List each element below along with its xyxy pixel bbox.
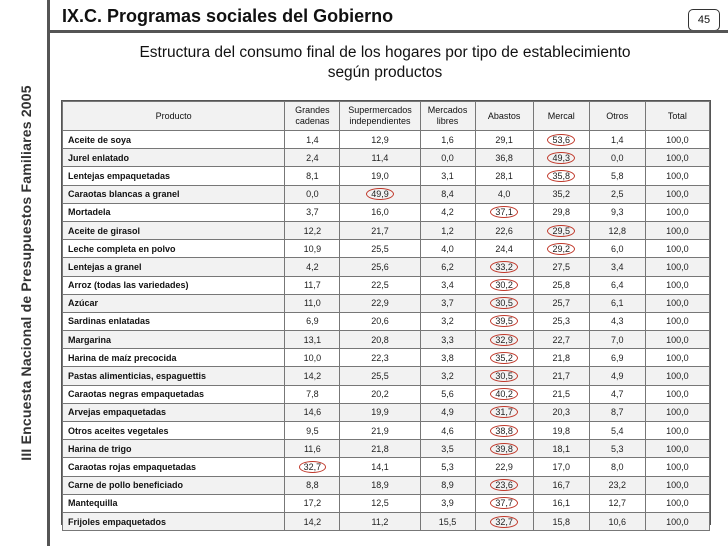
circled-value: 49,3 [547, 152, 575, 164]
circled-value: 32,7 [299, 461, 327, 473]
table-row [63, 494, 710, 512]
table-cell: 21,7 [533, 367, 589, 385]
table-cell: 22,7 [533, 331, 589, 349]
table-cell: 4,9 [420, 403, 475, 421]
table-cell: 14,1 [340, 458, 420, 476]
table-cell: 100,0 [645, 276, 709, 294]
table-cell: 100,0 [645, 167, 709, 185]
circled-value: 35,8 [547, 170, 575, 182]
table-cell: 7,8 [285, 385, 340, 403]
circled-value: 30,5 [490, 297, 518, 309]
table-cell: 100,0 [645, 312, 709, 330]
circled-value: 39,8 [490, 443, 518, 455]
table-cell: 100,0 [645, 349, 709, 367]
table-cell: 3,9 [420, 494, 475, 512]
table-cell: 0,0 [285, 185, 340, 203]
table-cell [475, 258, 533, 276]
circled-value: 49,9 [366, 188, 394, 200]
product-name: Harina de trigo [63, 440, 285, 458]
table-cell [475, 331, 533, 349]
table-row [63, 294, 710, 312]
col-header: Mercal [533, 102, 589, 131]
table-cell: 8,8 [285, 476, 340, 494]
table-cell: 25,6 [340, 258, 420, 276]
table-row [63, 203, 710, 221]
table-cell: 5,8 [589, 167, 645, 185]
table-cell: 16,1 [533, 494, 589, 512]
table-cell: 20,8 [340, 331, 420, 349]
table-cell: 12,5 [340, 494, 420, 512]
table-cell [533, 131, 589, 149]
table-cell: 100,0 [645, 403, 709, 421]
circled-value: 32,7 [490, 516, 518, 528]
table-row [63, 349, 710, 367]
table-cell: 25,8 [533, 276, 589, 294]
table-cell: 12,2 [285, 221, 340, 239]
caption-line-2: según productos [327, 64, 443, 81]
table-row [63, 312, 710, 330]
table-cell: 100,0 [645, 294, 709, 312]
table-cell [475, 385, 533, 403]
table-cell: 6,9 [285, 312, 340, 330]
table-cell: 2,5 [589, 185, 645, 203]
product-name: Arvejas empaquetadas [63, 403, 285, 421]
table-cell: 4,7 [589, 385, 645, 403]
table-cell: 6,9 [589, 349, 645, 367]
table-row [63, 240, 710, 258]
table-cell: 14,2 [285, 367, 340, 385]
table-cell: 22,9 [475, 458, 533, 476]
col-header: Supermercados independientes [340, 102, 420, 131]
table-cell: 11,7 [285, 276, 340, 294]
table-cell: 100,0 [645, 258, 709, 276]
table-cell [475, 312, 533, 330]
circled-value: 39,5 [490, 315, 518, 327]
table-cell: 10,6 [589, 512, 645, 530]
table-cell: 3,2 [420, 367, 475, 385]
table-cell: 4,0 [475, 185, 533, 203]
col-header: Grandes cadenas [285, 102, 340, 131]
circled-value: 53,6 [547, 134, 575, 146]
table-cell: 19,0 [340, 167, 420, 185]
table-cell: 4,9 [589, 367, 645, 385]
table-cell [475, 203, 533, 221]
table-cell: 35,2 [533, 185, 589, 203]
col-header: Abastos [475, 102, 533, 131]
circled-value: 40,2 [490, 388, 518, 400]
circled-value: 33,2 [490, 261, 518, 273]
col-header: Total [645, 102, 709, 131]
table-cell: 2,4 [285, 149, 340, 167]
table-cell: 16,7 [533, 476, 589, 494]
table-cell: 100,0 [645, 476, 709, 494]
table-cell: 8,7 [589, 403, 645, 421]
table-cell: 100,0 [645, 331, 709, 349]
table-cell: 5,3 [420, 458, 475, 476]
table-cell: 3,3 [420, 331, 475, 349]
table-cell: 14,2 [285, 512, 340, 530]
table-cell: 3,8 [420, 349, 475, 367]
table-cell: 3,7 [420, 294, 475, 312]
table-cell: 18,9 [340, 476, 420, 494]
table-cell: 24,4 [475, 240, 533, 258]
table-cell: 100,0 [645, 203, 709, 221]
table-cell: 11,2 [340, 512, 420, 530]
table-cell: 0,0 [589, 149, 645, 167]
product-name: Jurel enlatado [63, 149, 285, 167]
product-name: Lentejas empaquetadas [63, 167, 285, 185]
table-cell: 21,8 [533, 349, 589, 367]
product-name: Caraotas blancas a granel [63, 185, 285, 203]
table-cell: 17,2 [285, 494, 340, 512]
table-cell: 22,5 [340, 276, 420, 294]
product-name: Harina de maíz precocida [63, 349, 285, 367]
table-cell [475, 440, 533, 458]
table-row [63, 258, 710, 276]
table-cell: 3,4 [589, 258, 645, 276]
table-cell: 15,5 [420, 512, 475, 530]
table-row [63, 367, 710, 385]
table-cell: 8,4 [420, 185, 475, 203]
table-cell: 100,0 [645, 149, 709, 167]
table-cell: 1,4 [589, 131, 645, 149]
table-cell: 6,4 [589, 276, 645, 294]
table-cell: 22,9 [340, 294, 420, 312]
product-name: Mortadela [63, 203, 285, 221]
product-name: Otros aceites vegetales [63, 422, 285, 440]
product-name: Margarina [63, 331, 285, 349]
table-row [63, 149, 710, 167]
table-cell: 13,1 [285, 331, 340, 349]
table-row [63, 131, 710, 149]
table-cell: 22,3 [340, 349, 420, 367]
table-cell: 18,1 [533, 440, 589, 458]
table-cell: 100,0 [645, 512, 709, 530]
table-cell: 100,0 [645, 367, 709, 385]
table-row [63, 331, 710, 349]
table-cell: 100,0 [645, 422, 709, 440]
table-cell: 5,4 [589, 422, 645, 440]
table-cell [533, 221, 589, 239]
table-cell: 1,4 [285, 131, 340, 149]
col-header: Producto [63, 102, 285, 131]
product-name: Caraotas rojas empaquetadas [63, 458, 285, 476]
table-cell: 8,9 [420, 476, 475, 494]
table-cell: 12,7 [589, 494, 645, 512]
table-cell: 8,0 [589, 458, 645, 476]
table-cell: 11,6 [285, 440, 340, 458]
product-name: Arroz (todas las variedades) [63, 276, 285, 294]
header-divider [50, 30, 728, 33]
table-row [63, 476, 710, 494]
table-cell: 14,6 [285, 403, 340, 421]
table-cell: 27,5 [533, 258, 589, 276]
table-cell: 1,2 [420, 221, 475, 239]
product-name: Aceite de soya [63, 131, 285, 149]
table-cell: 22,6 [475, 221, 533, 239]
table-cell: 10,0 [285, 349, 340, 367]
table-cell [475, 422, 533, 440]
table-cell [475, 494, 533, 512]
table-cell: 100,0 [645, 385, 709, 403]
circled-value: 29,2 [547, 243, 575, 255]
table-row [63, 185, 710, 203]
circled-value: 37,1 [490, 206, 518, 218]
table-cell: 23,2 [589, 476, 645, 494]
table-cell: 6,1 [589, 294, 645, 312]
circled-value: 30,5 [490, 370, 518, 382]
table-cell [475, 403, 533, 421]
table-cell [340, 185, 420, 203]
table-cell: 100,0 [645, 494, 709, 512]
table-cell: 100,0 [645, 440, 709, 458]
product-name: Mantequilla [63, 494, 285, 512]
table-cell: 21,9 [340, 422, 420, 440]
table-cell: 29,8 [533, 203, 589, 221]
consumption-table [61, 100, 711, 525]
table-cell [475, 349, 533, 367]
table-cell: 12,8 [589, 221, 645, 239]
circled-value: 37,7 [490, 497, 518, 509]
table-row [63, 422, 710, 440]
table-cell: 3,2 [420, 312, 475, 330]
circled-value: 35,2 [490, 352, 518, 364]
table-cell [533, 240, 589, 258]
table-cell: 6,0 [589, 240, 645, 258]
table-cell: 12,9 [340, 131, 420, 149]
table-cell: 5,3 [589, 440, 645, 458]
table-row [63, 276, 710, 294]
product-name: Sardinas enlatadas [63, 312, 285, 330]
table-cell: 36,8 [475, 149, 533, 167]
table-cell: 19,9 [340, 403, 420, 421]
table-cell [475, 367, 533, 385]
table-row [63, 512, 710, 530]
table-cell: 21,8 [340, 440, 420, 458]
table-row [63, 167, 710, 185]
table-cell: 4,6 [420, 422, 475, 440]
table-cell: 17,0 [533, 458, 589, 476]
table-cell: 3,4 [420, 276, 475, 294]
sidebar-divider [47, 0, 50, 546]
circled-value: 38,8 [490, 425, 518, 437]
caption-line-1: Estructura del consumo final de los hogares por tipo de establecimiento [139, 44, 631, 61]
table-cell: 20,6 [340, 312, 420, 330]
page-title: IX.C. Programas sociales del Gobierno [62, 6, 394, 26]
table-cell: 20,2 [340, 385, 420, 403]
table-cell: 100,0 [645, 185, 709, 203]
col-header: Otros [589, 102, 645, 131]
table-cell: 100,0 [645, 131, 709, 149]
table-cell: 3,1 [420, 167, 475, 185]
circled-value: 30,2 [490, 279, 518, 291]
table-cell: 15,8 [533, 512, 589, 530]
table-cell [475, 476, 533, 494]
table-cell: 4,3 [589, 312, 645, 330]
table-cell: 8,1 [285, 167, 340, 185]
table-cell: 16,0 [340, 203, 420, 221]
table-cell: 11,0 [285, 294, 340, 312]
table-cell: 21,7 [340, 221, 420, 239]
product-name: Carne de pollo beneficiado [63, 476, 285, 494]
table-cell [475, 276, 533, 294]
sidebar-title: III Encuesta Nacional de Presupuestos Familiares 2005 [18, 85, 34, 461]
table-row [63, 221, 710, 239]
table-cell: 25,7 [533, 294, 589, 312]
product-name: Lentejas a granel [63, 258, 285, 276]
table-cell: 3,5 [420, 440, 475, 458]
product-name: Leche completa en polvo [63, 240, 285, 258]
table-cell: 5,6 [420, 385, 475, 403]
table-header-row [63, 102, 710, 131]
table-cell: 100,0 [645, 240, 709, 258]
table-cell [533, 149, 589, 167]
table-cell: 3,7 [285, 203, 340, 221]
page-number: 45 [688, 9, 720, 31]
table-cell [285, 458, 340, 476]
circled-value: 31,7 [490, 406, 518, 418]
table-cell: 21,5 [533, 385, 589, 403]
table-cell: 9,5 [285, 422, 340, 440]
table-cell [475, 294, 533, 312]
table-cell: 7,0 [589, 331, 645, 349]
product-name: Aceite de girasol [63, 221, 285, 239]
table-row [63, 385, 710, 403]
sidebar [0, 0, 52, 546]
table-cell: 9,3 [589, 203, 645, 221]
circled-value: 23,6 [490, 479, 518, 491]
table-cell: 4,2 [285, 258, 340, 276]
table-cell: 100,0 [645, 458, 709, 476]
circled-value: 32,9 [490, 334, 518, 346]
table-row [63, 403, 710, 421]
table-cell: 11,4 [340, 149, 420, 167]
table-cell: 20,3 [533, 403, 589, 421]
table-cell [533, 167, 589, 185]
table-row [63, 458, 710, 476]
table-caption [60, 43, 710, 83]
table-cell: 4,2 [420, 203, 475, 221]
table-cell: 4,0 [420, 240, 475, 258]
table-cell: 28,1 [475, 167, 533, 185]
table-cell: 25,5 [340, 367, 420, 385]
table-row [63, 440, 710, 458]
table-cell: 6,2 [420, 258, 475, 276]
table-cell: 19,8 [533, 422, 589, 440]
table-cell: 100,0 [645, 221, 709, 239]
table-cell: 0,0 [420, 149, 475, 167]
table-cell [475, 512, 533, 530]
table-cell: 1,6 [420, 131, 475, 149]
product-name: Pastas alimenticias, espaguettis [63, 367, 285, 385]
table-cell: 25,3 [533, 312, 589, 330]
col-header: Mercados libres [420, 102, 475, 131]
circled-value: 29,5 [547, 225, 575, 237]
table-cell: 25,5 [340, 240, 420, 258]
product-name: Azúcar [63, 294, 285, 312]
table-cell: 29,1 [475, 131, 533, 149]
product-name: Caraotas negras empaquetadas [63, 385, 285, 403]
product-name: Frijoles empaquetados [63, 512, 285, 530]
table-cell: 10,9 [285, 240, 340, 258]
